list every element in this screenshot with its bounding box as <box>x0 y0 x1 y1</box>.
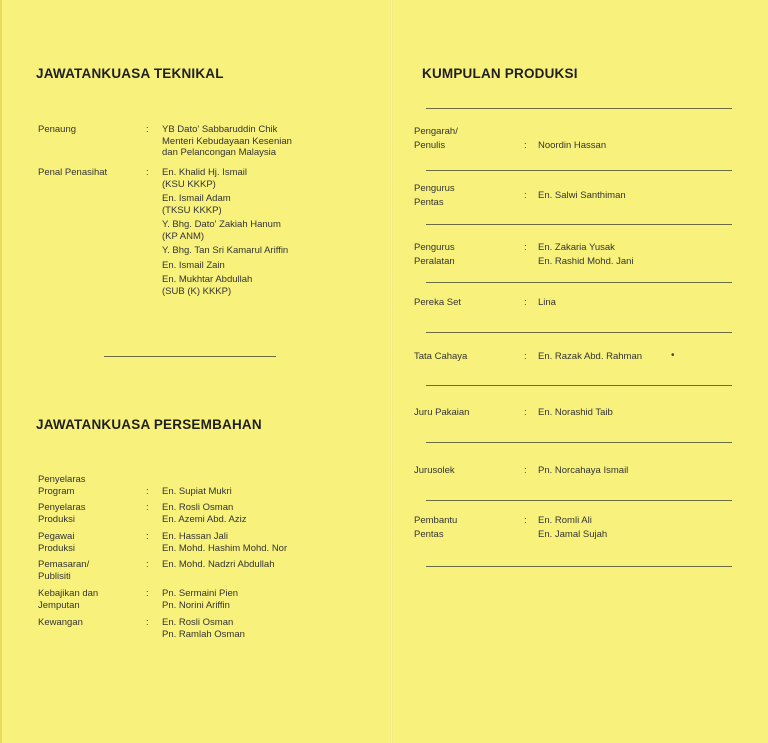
row-names <box>538 514 607 542</box>
name-line: Y. Bhg. Dato' Zakiah Hanum <box>162 219 281 230</box>
produksi-row <box>414 406 613 420</box>
row-colon: : <box>524 242 527 253</box>
name-line: Y. Bhg. Tan Sri Kamarul Ariffin <box>162 245 289 256</box>
row-divider <box>426 108 732 109</box>
row-label <box>38 559 146 582</box>
label-line: Pengarah/ <box>414 126 458 137</box>
name-line: En. Ismail Zain <box>162 259 225 271</box>
row-names <box>162 559 274 582</box>
name-line: YB Dato' Sabbaruddin Chik <box>162 124 278 135</box>
row-names <box>162 588 238 611</box>
name-line: En. Razak Abd. Rahman <box>538 351 643 362</box>
row-names <box>162 167 288 300</box>
row-colon: : <box>524 465 527 476</box>
row-colon: : <box>146 588 149 599</box>
name-line: En. Romli Ali <box>538 515 592 526</box>
label-line: Produksi <box>38 542 75 554</box>
name-group <box>162 167 288 190</box>
row-names <box>538 350 642 364</box>
name-line: Pn. Norini Ariffin <box>162 599 230 611</box>
row-divider <box>426 442 732 443</box>
row-divider <box>426 170 732 171</box>
name-line: En. Jamal Sujah <box>538 529 608 540</box>
row-colon: : <box>524 407 527 418</box>
name-line: En. Mukhtar Abdullah <box>162 274 253 285</box>
label-line: Pentas <box>414 197 444 208</box>
name-line: En. Supiat Mukri <box>162 485 232 497</box>
row-label <box>414 182 524 210</box>
teknikal-row-penasihat <box>38 167 288 300</box>
label-line: Publisiti <box>38 570 71 582</box>
name-line: Menteri Kebudayaan Kesenian <box>162 135 292 147</box>
heading-teknikal: JAWATANKUASA TEKNIKAL <box>36 66 224 81</box>
name-line: En. Azemi Abd. Aziz <box>162 513 247 525</box>
row-label: Penaung <box>38 124 77 135</box>
row-label <box>414 514 524 542</box>
label-line: Pengurus <box>414 183 455 194</box>
row-colon: : <box>146 502 149 513</box>
row-label: Pereka Set <box>414 297 461 308</box>
name-line: En. Norashid Taib <box>538 407 613 418</box>
row-colon: : <box>524 297 527 308</box>
section-divider <box>104 356 276 357</box>
persembahan-row <box>38 559 274 582</box>
name-line: En. Mohd. Hashim Mohd. Nor <box>162 542 288 554</box>
label-line: Program <box>38 485 75 497</box>
name-line: En. Khalid Hj. Ismail <box>162 167 248 178</box>
label-line: Jemputan <box>38 599 80 611</box>
row-label <box>414 241 524 269</box>
row-divider <box>426 500 732 501</box>
teknikal-row-penaung <box>38 124 292 159</box>
produksi-row <box>414 464 628 478</box>
name-line: En. Rosli Osman <box>162 617 234 628</box>
row-names <box>538 182 626 210</box>
row-colon: : <box>524 515 527 526</box>
row-divider <box>426 282 732 283</box>
row-label <box>38 531 146 554</box>
label-line: Kewangan <box>38 617 83 628</box>
persembahan-row <box>38 588 238 611</box>
produksi-row <box>414 514 607 542</box>
name-line: Pn. Ramlah Osman <box>162 628 245 640</box>
name-group <box>162 219 288 242</box>
row-divider <box>426 566 732 567</box>
right-page <box>392 0 768 743</box>
name-group <box>162 260 288 272</box>
row-label <box>38 474 146 497</box>
name-line: En. Zakaria Yusak <box>538 242 615 253</box>
row-colon: : <box>524 351 527 362</box>
name-line: Pn. Sermaini Pien <box>162 588 239 599</box>
name-line: (SUB (K) KKKP) <box>162 285 232 297</box>
name-line: (KSU KKKP) <box>162 178 216 190</box>
row-names <box>162 502 247 525</box>
persembahan-row <box>38 474 232 497</box>
row-colon: : <box>524 140 527 151</box>
row-names <box>538 406 613 420</box>
label-line: Pentas <box>414 529 444 540</box>
persembahan-row <box>38 617 245 640</box>
row-colon: : <box>146 531 149 542</box>
name-line: En. Mohd. Nadzri Abdullah <box>162 559 275 570</box>
name-line: En. Ismail Adam <box>162 193 231 204</box>
row-names <box>538 125 606 153</box>
persembahan-row <box>38 502 247 525</box>
row-label <box>38 502 146 525</box>
produksi-row <box>414 125 606 153</box>
row-colon: : <box>146 559 149 570</box>
name-line: Noordin Hassan <box>538 140 607 151</box>
label-line: Penyelaras <box>38 474 86 485</box>
label-line: Kebajikan dan <box>38 588 99 599</box>
row-divider <box>426 332 732 333</box>
row-label <box>38 588 146 611</box>
produksi-row <box>414 241 634 269</box>
row-divider <box>426 385 732 386</box>
persembahan-row <box>38 531 287 554</box>
bullet-mark: • <box>671 350 675 361</box>
produksi-row <box>414 296 556 310</box>
name-line: En. Hassan Jali <box>162 531 229 542</box>
row-colon: : <box>146 167 149 178</box>
name-group <box>162 274 288 297</box>
name-group <box>162 193 288 216</box>
label-line: Pemasaran/ <box>38 559 90 570</box>
name-group <box>162 245 288 257</box>
name-line: (KP ANM) <box>162 230 205 242</box>
produksi-row <box>414 182 626 210</box>
row-label: Penal Penasihat <box>38 167 108 178</box>
label-line: Pegawai <box>38 531 75 542</box>
row-colon: : <box>146 485 149 497</box>
row-divider <box>426 224 732 225</box>
name-line: En. Salwi Santhiman <box>538 190 626 201</box>
heading-kumpulan-produksi: KUMPULAN PRODUKSI <box>422 66 578 81</box>
name-line: Lina <box>538 297 556 308</box>
row-label: Tata Cahaya <box>414 351 468 362</box>
row-colon: : <box>146 124 149 135</box>
row-names <box>538 464 628 478</box>
row-colon: : <box>146 617 149 628</box>
name-line: (TKSU KKKP) <box>162 204 222 216</box>
label-line: Produksi <box>38 513 75 525</box>
row-colon: : <box>524 190 527 201</box>
heading-persembahan: JAWATANKUASA PERSEMBAHAN <box>36 417 262 432</box>
row-names <box>162 124 292 159</box>
label-line: Penyelaras <box>38 502 86 513</box>
row-names <box>162 531 287 554</box>
row-label <box>38 617 146 640</box>
name-line: En. Rashid Mohd. Jani <box>538 256 634 267</box>
name-line: dan Pelancongan Malaysia <box>162 147 277 158</box>
row-label <box>414 125 524 153</box>
row-names <box>538 241 634 269</box>
row-label: Jurusolek <box>414 465 455 476</box>
name-line: En. Rosli Osman <box>162 502 234 513</box>
produksi-row <box>414 350 642 364</box>
row-names <box>162 617 245 640</box>
row-label: Juru Pakaian <box>414 407 470 418</box>
label-line: Pengurus <box>414 242 455 253</box>
label-line: Pembantu <box>414 515 458 526</box>
name-line: Pn. Norcahaya Ismail <box>538 465 629 476</box>
row-names <box>538 296 556 310</box>
label-line: Penulis <box>414 140 446 151</box>
row-names <box>162 474 232 497</box>
label-line: Peralatan <box>414 256 455 267</box>
